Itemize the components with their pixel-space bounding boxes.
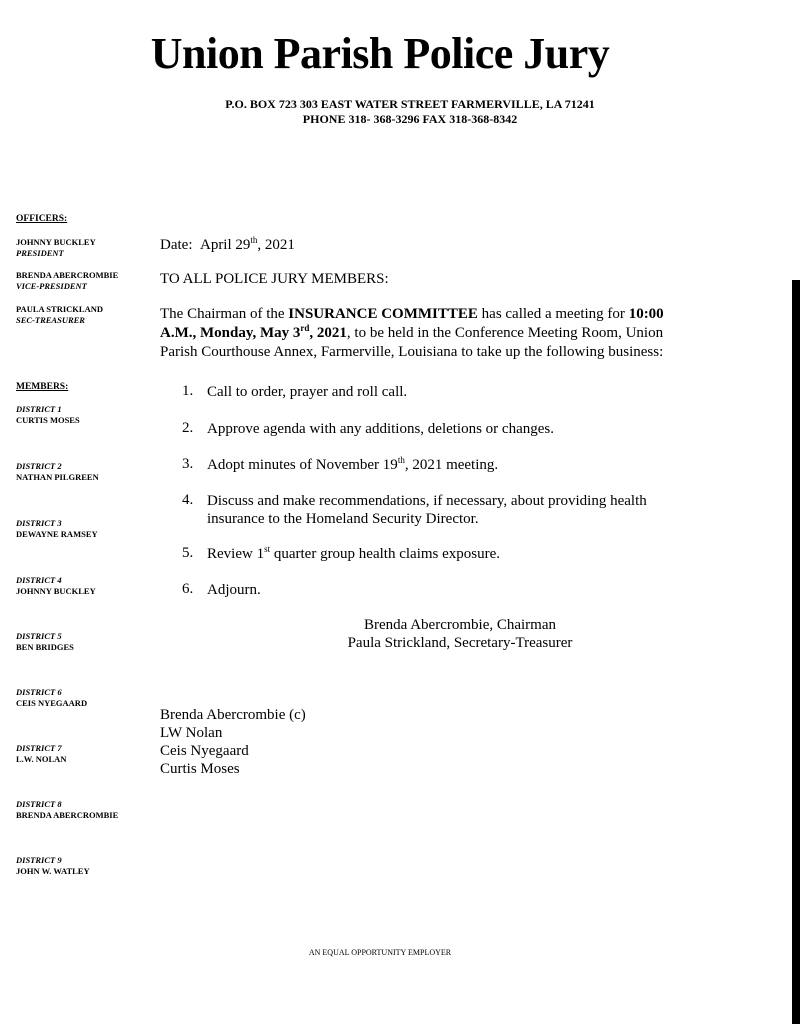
agenda-number: 2. <box>182 420 194 436</box>
member-name: JOHN W. WATLEY <box>16 866 90 876</box>
agenda-item: Discuss and make recommendations, if necessary, about providing health insurance to the Homeland Security Director. <box>207 493 647 527</box>
committee-name: INSURANCE COMMITTEE <box>288 306 478 322</box>
attendee: LW Nolan <box>160 725 223 741</box>
date-month-day: April 29 <box>199 237 251 253</box>
member-district: DISTRICT 7 <box>16 743 62 753</box>
agenda-number: 4. <box>182 492 194 508</box>
officer-name: PAULA STRICKLAND <box>16 304 103 314</box>
attendee: Curtis Moses <box>160 761 240 777</box>
agenda-item: Call to order, prayer and roll call. <box>207 384 408 400</box>
date-year: , 2021 <box>257 237 295 253</box>
member-district: DISTRICT 4 <box>16 575 62 585</box>
agenda-item: Approve agenda with any additions, deletions or changes. <box>207 421 554 437</box>
officer-role: PRESIDENT <box>16 248 64 258</box>
member-name: JOHNNY BUCKLEY <box>16 586 96 596</box>
signature-secretary: Paula Strickland, Secretary-Treasurer <box>347 635 573 651</box>
agenda-number: 5. <box>182 545 194 561</box>
member-district: DISTRICT 8 <box>16 799 62 809</box>
member-district: DISTRICT 3 <box>16 518 62 528</box>
date-suffix: th <box>250 235 258 245</box>
member-name: NATHAN PILGREEN <box>16 472 99 482</box>
officer-name: JOHNNY BUCKLEY <box>16 237 96 247</box>
attendee: Ceis Nyegaard <box>160 743 249 759</box>
scan-edge <box>792 280 800 1024</box>
member-name: L.W. NOLAN <box>16 754 67 764</box>
member-name: CEIS NYEGAARD <box>16 698 88 708</box>
member-name: BRENDA ABERCROMBIE <box>16 810 119 820</box>
member-district: DISTRICT 5 <box>16 631 62 641</box>
salutation: TO ALL POLICE JURY MEMBERS: <box>160 271 389 287</box>
officer-role: VICE-PRESIDENT <box>16 281 87 291</box>
phone-fax-line: PHONE 318- 368-3296 FAX 318-368-8342 <box>302 112 518 126</box>
meeting-date-suffix: rd <box>300 323 310 333</box>
agenda-number: 6. <box>182 581 194 597</box>
agenda-item-text: quarter group health claims exposure. <box>270 546 501 562</box>
agenda-number: 1. <box>182 383 194 399</box>
meeting-paragraph <box>160 305 692 362</box>
member-name: BEN BRIDGES <box>16 642 74 652</box>
member-district: DISTRICT 2 <box>16 461 62 471</box>
letter-date <box>160 236 295 255</box>
footer-eoe: AN EQUAL OPPORTUNITY EMPLOYER <box>308 948 452 957</box>
ordinal-suffix: th <box>397 455 405 465</box>
agenda-item <box>207 545 687 563</box>
address-line: P.O. BOX 723 303 EAST WATER STREET FARMERVILLE, LA 71241 <box>225 97 595 111</box>
officers-heading: OFFICERS: <box>16 214 68 224</box>
agenda-item-text: Adopt minutes of November 19 <box>207 457 398 473</box>
signature-chairman: Brenda Abercrombie, Chairman <box>363 617 557 633</box>
date-label: Date: <box>160 237 193 253</box>
meeting-year: , 2021 <box>309 325 347 341</box>
paragraph-text: The Chairman of the <box>160 306 289 322</box>
agenda-item-text: Review 1 <box>207 546 265 562</box>
member-name: CURTIS MOSES <box>16 415 80 425</box>
member-district: DISTRICT 1 <box>16 404 62 414</box>
agenda-number: 3. <box>182 456 194 472</box>
member-district: DISTRICT 9 <box>16 855 62 865</box>
agenda-item-text: , 2021 meeting. <box>404 457 499 473</box>
member-name: DEWAYNE RAMSEY <box>16 529 98 539</box>
attendee: Brenda Abercrombie (c) <box>160 707 306 723</box>
meeting-time-text: 10:00 A.M., Monday, May 3 <box>160 306 664 341</box>
paragraph-text: has called a meeting for <box>477 306 629 322</box>
agenda-item: Adjourn. <box>207 582 261 598</box>
members-heading: MEMBERS: <box>16 382 69 392</box>
paragraph-text: , to be held in the Conference Meeting Room, Union Parish Courthouse Annex, Farmerville, Louisiana to take up the following business: <box>160 325 664 360</box>
member-district: DISTRICT 6 <box>16 687 62 697</box>
agenda-item <box>207 456 687 474</box>
officer-role: SEC-TREASURER <box>16 315 85 325</box>
letterhead-title: Union Parish Police Jury <box>150 29 610 78</box>
ordinal-suffix: st <box>264 544 271 554</box>
officer-name: BRENDA ABERCROMBIE <box>16 270 119 280</box>
